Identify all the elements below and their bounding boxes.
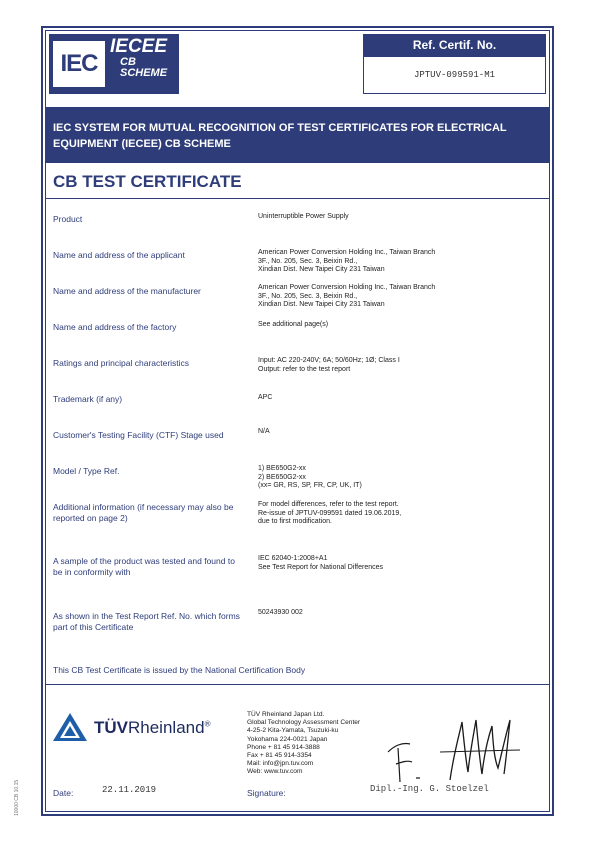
iec-logo-text: IEC	[53, 41, 105, 87]
row-label-manufacturer: Name and address of the manufacturer	[53, 286, 201, 296]
date-label: Date:	[53, 788, 74, 798]
row-value-factory: See additional page(s)	[258, 321, 329, 328]
row-value-additional-info: For model differences, refer to the test report. Re-issue of JPTUV-099591 dated 19.06.2019, due to first modification.	[258, 501, 402, 526]
ref-certificate-number: JPTUV-099591-M1	[363, 56, 546, 94]
row-label-ratings: Ratings and principal characteristics	[53, 358, 190, 368]
row-value-ratings: Input: AC 220-240V; 6A; 50/60Hz; 1Ø; Class I Output: refer to the test report	[258, 357, 400, 373]
title-divider	[45, 198, 550, 199]
row-value-applicant: American Power Conversion Holding Inc., Taiwan Branch 3F., No. 205, Sec. 3, Beixin Rd., Xindian Dist. New Taipei City 231 Taiwan	[258, 249, 436, 274]
row-label-ctf-stage: Customer's Testing Facility (CTF) Stage used	[53, 430, 224, 440]
tuv-rheinland-logo	[52, 712, 232, 742]
cb-scheme-logo-text	[120, 57, 167, 79]
tuv-logo-bold: TÜV	[94, 718, 128, 737]
date-value: 22.11.2019	[102, 785, 157, 795]
scheme-title-band: IEC SYSTEM FOR MUTUAL RECOGNITION OF TEST CERTIFICATES FOR ELECTRICAL EQUIPMENT (IECEE) CB SCHEME	[45, 107, 550, 163]
handwritten-signature	[380, 712, 530, 792]
row-label-conformity: A sample of the product was tested and found to be in conformity with	[53, 556, 235, 577]
scheme-logo-line: SCHEME	[120, 67, 168, 79]
row-label-applicant: Name and address of the applicant	[53, 250, 185, 260]
tuv-logo-wordmark	[94, 718, 210, 738]
issued-by-statement: This CB Test Certificate is issued by the National Certification Body	[53, 665, 306, 675]
row-label-product: Product	[53, 214, 83, 224]
tuv-logo-rest: Rheinland	[128, 718, 205, 737]
row-label-model: Model / Type Ref.	[53, 466, 120, 476]
issuer-divider	[45, 684, 550, 685]
row-value-conformity: IEC 62040-1:2008+A1 See Test Report for National Differences	[258, 555, 384, 571]
row-value-test-report: 50243930 002	[258, 609, 303, 616]
row-value-manufacturer: American Power Conversion Holding Inc., Taiwan Branch 3F., No. 205, Sec. 3, Beixin Rd., Xindian Dist. New Taipei City 231 Taiwan	[258, 284, 436, 309]
row-label-additional-info: Additional information (if necessary may also be reported on page 2)	[53, 502, 234, 523]
row-label-trademark: Trademark (if any)	[53, 394, 123, 404]
row-value-model: 1) BE650G2-xx 2) BE650G2-xx (xx= GR, RS, SP, FR, CP, UK, IT)	[258, 465, 362, 490]
row-value-trademark: APC	[258, 394, 273, 401]
row-label-factory: Name and address of the factory	[53, 322, 177, 332]
signature-label: Signature:	[247, 788, 286, 798]
tuv-logo-registered: ®	[204, 719, 211, 729]
row-value-ctf-stage: N/A	[258, 428, 270, 435]
signer-name: Dipl.-Ing. G. Stoelzel	[370, 784, 489, 794]
cb-logo-line: CB	[120, 56, 136, 68]
form-code: 10000 CB 10.15	[14, 779, 20, 816]
row-label-test-report: As shown in the Test Report Ref. No. which forms part of this Certificate	[53, 611, 240, 632]
iecee-logo-text: IECEE	[110, 36, 168, 57]
tuv-triangle-icon	[52, 712, 88, 742]
issuer-address: TÜV Rheinland Japan Ltd. Global Technology Assessment Center 4-25-2 Kita-Yamata, Tsuzuki-ku Yokohama 224-0021 Japan Phone + 81 45 914-3888 Fax + 81 45 914-3354 Mail: info@jpn.tuv.com Web: www.tuv.com	[247, 711, 361, 776]
row-value-product: Uninterruptible Power Supply	[258, 213, 349, 220]
certificate-title: CB TEST CERTIFICATE	[53, 172, 242, 191]
ref-certificate-label: Ref. Certif. No.	[363, 34, 546, 56]
